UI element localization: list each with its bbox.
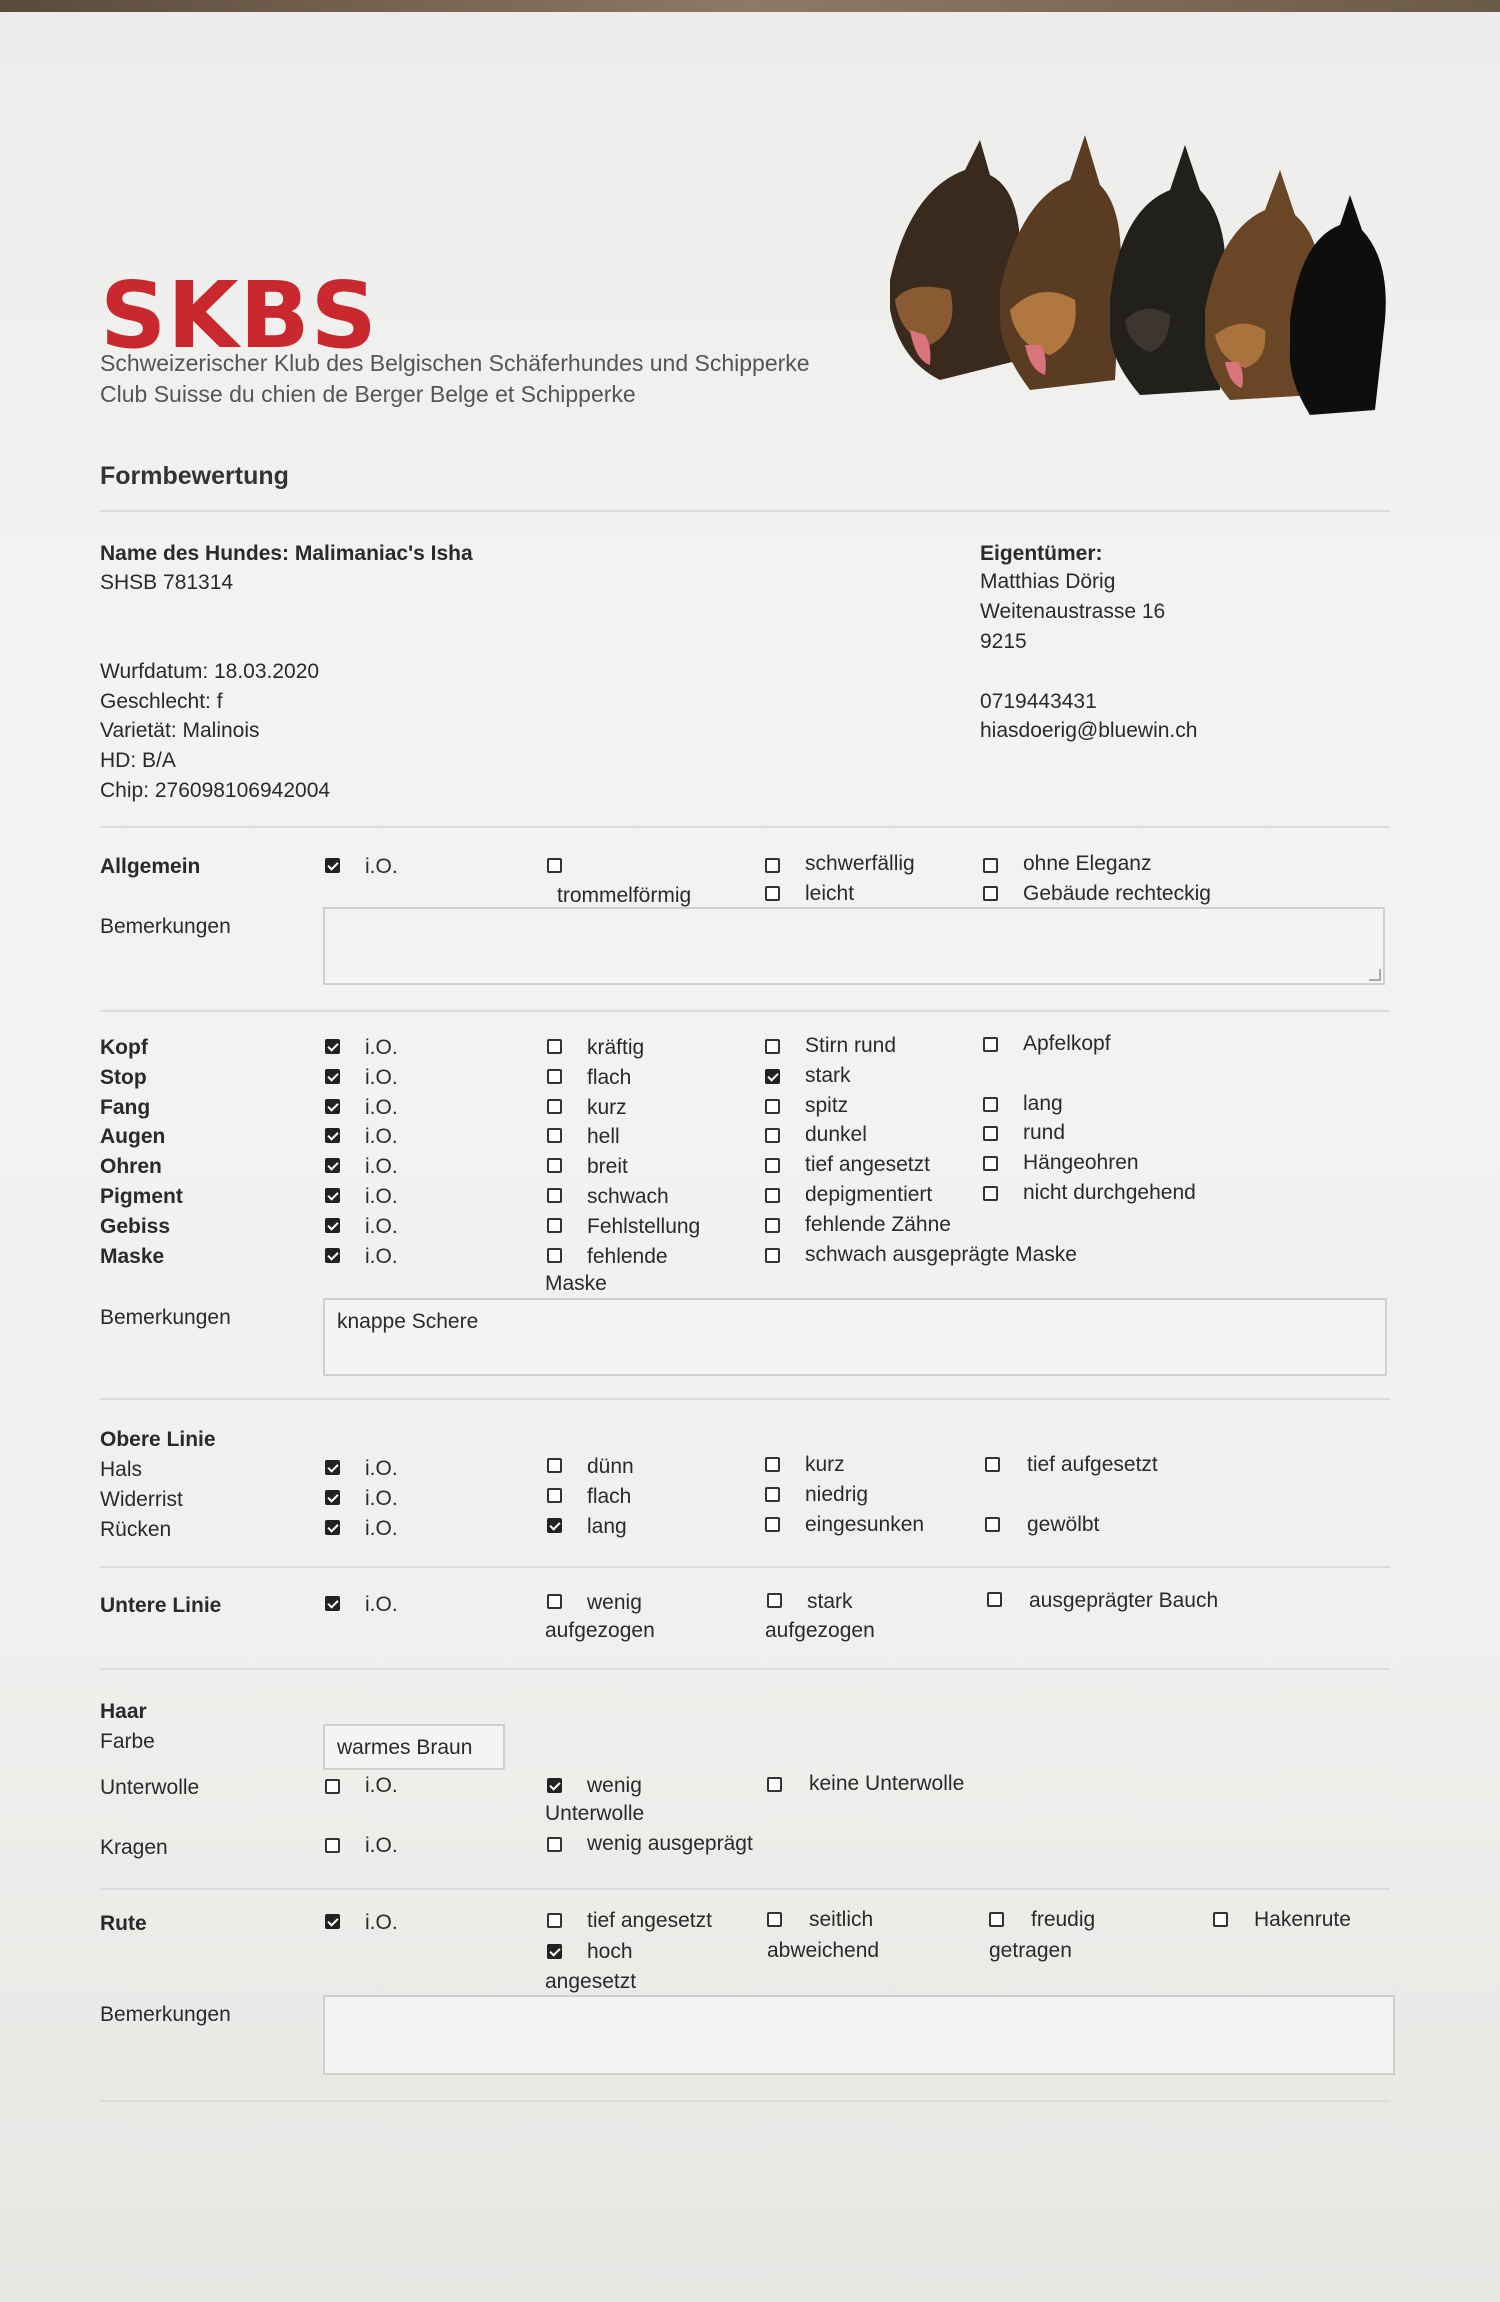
unterwolle-io-label: i.O. bbox=[365, 1774, 398, 1797]
maske-schwach-label: schwach ausgeprägte Maske bbox=[805, 1243, 1077, 1266]
allgemein-io-label: i.O. bbox=[365, 855, 398, 878]
ohren-io-label: i.O. bbox=[365, 1155, 398, 1178]
ruecken-io-checkbox[interactable] bbox=[325, 1520, 340, 1535]
augen-dunkel-checkbox[interactable] bbox=[765, 1128, 780, 1143]
rute-freudig-label: freudig bbox=[1031, 1908, 1096, 1931]
stop-flach-checkbox[interactable] bbox=[547, 1069, 562, 1084]
stop-io-label: i.O. bbox=[365, 1066, 398, 1089]
allgemein-label: Allgemein bbox=[100, 855, 201, 878]
owner-street: Weitenaustrasse 16 bbox=[980, 600, 1166, 623]
gebiss-io-checkbox[interactable] bbox=[325, 1218, 340, 1233]
kragen-label: Kragen bbox=[100, 1836, 168, 1859]
ohren-breit-checkbox[interactable] bbox=[547, 1158, 562, 1173]
pigment-depigmentiert-checkbox[interactable] bbox=[765, 1188, 780, 1203]
unterwolle-wenig-label: wenig bbox=[587, 1774, 642, 1797]
augen-label: Augen bbox=[100, 1125, 166, 1148]
fang-spitz-label: spitz bbox=[805, 1094, 849, 1117]
dog-head-1 bbox=[890, 140, 1020, 380]
gebiss-fehlende-zaehne-label: fehlende Zähne bbox=[805, 1213, 951, 1236]
allgemein-remarks-label: Bemerkungen bbox=[100, 915, 231, 938]
widerrist-niedrig-label: niedrig bbox=[805, 1483, 869, 1506]
hals-kurz-label: kurz bbox=[805, 1453, 845, 1476]
kopf-kraeftig-label: kräftig bbox=[587, 1036, 645, 1059]
unterwolle-label: Unterwolle bbox=[100, 1776, 200, 1799]
untere-linie-label: Untere Linie bbox=[100, 1594, 222, 1617]
ruecken-lang-checkbox[interactable] bbox=[547, 1518, 562, 1533]
widerrist-io-label: i.O. bbox=[365, 1487, 398, 1510]
ruecken-gewoelbt-label: gewölbt bbox=[1027, 1513, 1100, 1536]
allgemein-schwerfaellig-label: schwerfällig bbox=[805, 852, 915, 875]
owner-phone: 0719443431 bbox=[980, 690, 1097, 713]
stop-stark-checkbox[interactable] bbox=[765, 1069, 780, 1084]
hals-duenn-checkbox[interactable] bbox=[547, 1458, 562, 1473]
kopf-stirn-rund-label: Stirn rund bbox=[805, 1034, 897, 1057]
kopf-remarks-label: Bemerkungen bbox=[100, 1306, 231, 1329]
rute-hoch-checkbox[interactable] bbox=[547, 1944, 562, 1959]
dog-hd: HD: B/A bbox=[100, 749, 176, 772]
dog-geschlecht: Geschlecht: f bbox=[100, 690, 223, 713]
pigment-io-label: i.O. bbox=[365, 1185, 398, 1208]
divider bbox=[100, 1888, 1390, 1890]
ohren-haengeohren-checkbox[interactable] bbox=[983, 1156, 998, 1171]
untere-stark-label: stark bbox=[807, 1590, 853, 1613]
ruecken-lang-label: lang bbox=[587, 1515, 627, 1538]
hals-kurz-checkbox[interactable] bbox=[765, 1457, 780, 1472]
rute-io-checkbox[interactable] bbox=[325, 1914, 340, 1929]
pigment-nicht-durchgehend-label: nicht durchgehend bbox=[1023, 1181, 1196, 1204]
hals-label: Hals bbox=[100, 1458, 143, 1481]
augen-hell-checkbox[interactable] bbox=[547, 1128, 562, 1143]
rute-tief-angesetzt-label: tief angesetzt bbox=[587, 1909, 712, 1932]
gebiss-fehlstellung-checkbox[interactable] bbox=[547, 1218, 562, 1233]
fang-spitz-checkbox[interactable] bbox=[765, 1099, 780, 1114]
maske-schwach-checkbox[interactable] bbox=[765, 1248, 780, 1263]
gebiss-io-label: i.O. bbox=[365, 1215, 398, 1238]
widerrist-label: Widerrist bbox=[100, 1488, 183, 1511]
pigment-schwach-checkbox[interactable] bbox=[547, 1188, 562, 1203]
kopf-io-checkbox[interactable] bbox=[325, 1039, 340, 1054]
rute-tief-angesetzt-checkbox[interactable] bbox=[547, 1913, 562, 1928]
augen-dunkel-label: dunkel bbox=[805, 1123, 867, 1146]
divider bbox=[100, 1010, 1390, 1012]
divider bbox=[100, 1566, 1390, 1568]
hals-io-label: i.O. bbox=[365, 1457, 398, 1480]
widerrist-flach-label: flach bbox=[587, 1485, 632, 1508]
ohren-tief-angesetzt-label: tief angesetzt bbox=[805, 1153, 930, 1176]
pigment-io-checkbox[interactable] bbox=[325, 1188, 340, 1203]
dog-name: Name des Hundes: Malimaniac's Isha bbox=[100, 542, 473, 565]
divider bbox=[100, 2100, 1390, 2102]
kopf-apfelkopf-checkbox[interactable] bbox=[983, 1037, 998, 1052]
unterwolle-keine-label: keine Unterwolle bbox=[809, 1772, 965, 1795]
allgemein-trommel-checkbox[interactable] bbox=[547, 858, 562, 873]
untere-io-label: i.O. bbox=[365, 1593, 398, 1616]
allgemein-gebaeude-checkbox[interactable] bbox=[983, 886, 998, 901]
allgemein-remarks-textarea[interactable] bbox=[323, 907, 1385, 985]
allgemein-ohne-eleganz-label: ohne Eleganz bbox=[1023, 852, 1152, 875]
dog-shsb: SHSB 781314 bbox=[100, 571, 234, 594]
ohren-breit-label: breit bbox=[587, 1155, 628, 1178]
rute-hakenrute-label: Hakenrute bbox=[1254, 1908, 1351, 1931]
ruecken-label: Rücken bbox=[100, 1518, 172, 1541]
untere-wenig-label: wenig bbox=[587, 1591, 642, 1614]
ohren-haengeohren-label: Hängeohren bbox=[1023, 1151, 1139, 1174]
untere-stark-label-cont: aufgezogen bbox=[765, 1619, 875, 1642]
farbe-input[interactable] bbox=[323, 1724, 505, 1770]
kopf-io-label: i.O. bbox=[365, 1036, 398, 1059]
ruecken-eingesunken-label: eingesunken bbox=[805, 1513, 925, 1536]
stop-io-checkbox[interactable] bbox=[325, 1069, 340, 1084]
rute-freudig-label-cont: getragen bbox=[989, 1939, 1072, 1962]
allgemein-schwerfaellig-checkbox[interactable] bbox=[765, 858, 780, 873]
resize-grip-icon[interactable] bbox=[1369, 969, 1381, 981]
rute-io-label: i.O. bbox=[365, 1911, 398, 1934]
club-name-fr: Club Suisse du chien de Berger Belge et Schipperke bbox=[100, 381, 636, 407]
rute-remarks-textarea[interactable] bbox=[323, 1995, 1395, 2075]
rute-freudig-checkbox[interactable] bbox=[989, 1912, 1004, 1927]
allgemein-ohne-eleganz-checkbox[interactable] bbox=[983, 858, 998, 873]
widerrist-niedrig-checkbox[interactable] bbox=[765, 1487, 780, 1502]
maske-io-checkbox[interactable] bbox=[325, 1248, 340, 1263]
kopf-apfelkopf-label: Apfelkopf bbox=[1023, 1032, 1111, 1055]
untere-bauch-checkbox[interactable] bbox=[987, 1592, 1002, 1607]
allgemein-trommel-label: trommelförmig bbox=[557, 884, 692, 907]
fang-io-label: i.O. bbox=[365, 1096, 398, 1119]
augen-io-label: i.O. bbox=[365, 1125, 398, 1148]
divider bbox=[100, 1398, 1390, 1400]
fang-lang-checkbox[interactable] bbox=[983, 1097, 998, 1112]
kragen-io-checkbox[interactable] bbox=[325, 1838, 340, 1853]
hals-tief-aufgesetzt-label: tief aufgesetzt bbox=[1027, 1453, 1158, 1476]
gebiss-fehlstellung-label: Fehlstellung bbox=[587, 1215, 701, 1238]
fang-io-checkbox[interactable] bbox=[325, 1099, 340, 1114]
divider bbox=[100, 510, 1390, 512]
stop-label: Stop bbox=[100, 1066, 147, 1089]
kopf-label: Kopf bbox=[100, 1036, 148, 1059]
divider bbox=[100, 1668, 1390, 1670]
pigment-nicht-durchgehend-checkbox[interactable] bbox=[983, 1186, 998, 1201]
pigment-schwach-label: schwach bbox=[587, 1185, 669, 1208]
rute-seitlich-label: seitlich bbox=[809, 1908, 874, 1931]
fang-lang-label: lang bbox=[1023, 1092, 1063, 1115]
club-name-de: Schweizerischer Klub des Belgischen Schäferhundes und Schipperke bbox=[100, 350, 810, 376]
fang-kurz-checkbox[interactable] bbox=[547, 1099, 562, 1114]
obere-linie-label: Obere Linie bbox=[100, 1428, 216, 1451]
hals-tief-aufgesetzt-checkbox[interactable] bbox=[985, 1457, 1000, 1472]
gebiss-label: Gebiss bbox=[100, 1215, 171, 1238]
widerrist-io-checkbox[interactable] bbox=[325, 1490, 340, 1505]
owner-email: hiasdoerig@bluewin.ch bbox=[980, 719, 1198, 742]
owner-label: Eigentümer: bbox=[980, 542, 1103, 565]
kopf-remarks-textarea[interactable] bbox=[323, 1298, 1387, 1376]
augen-io-checkbox[interactable] bbox=[325, 1128, 340, 1143]
rute-hoch-label-cont: angesetzt bbox=[545, 1970, 637, 1993]
divider bbox=[100, 826, 1390, 828]
dog-head-2 bbox=[1000, 135, 1121, 390]
rute-seitlich-checkbox[interactable] bbox=[767, 1912, 782, 1927]
ruecken-eingesunken-checkbox[interactable] bbox=[765, 1517, 780, 1532]
ruecken-gewoelbt-checkbox[interactable] bbox=[985, 1517, 1000, 1532]
rute-remarks-label: Bemerkungen bbox=[100, 2003, 231, 2026]
stop-flach-label: flach bbox=[587, 1066, 632, 1089]
untere-bauch-label: ausgeprägter Bauch bbox=[1029, 1589, 1219, 1612]
untere-wenig-label-cont: aufgezogen bbox=[545, 1619, 655, 1642]
unterwolle-io-checkbox[interactable] bbox=[325, 1779, 340, 1794]
unterwolle-keine-checkbox[interactable] bbox=[767, 1777, 782, 1792]
hals-duenn-label: dünn bbox=[587, 1455, 634, 1478]
ruecken-io-label: i.O. bbox=[365, 1517, 398, 1540]
dog-varietaet: Varietät: Malinois bbox=[100, 719, 260, 742]
gebiss-fehlende-zaehne-checkbox[interactable] bbox=[765, 1218, 780, 1233]
allgemein-gebaeude-label: Gebäude rechteckig bbox=[1023, 882, 1211, 905]
kragen-io-label: i.O. bbox=[365, 1834, 398, 1857]
allgemein-leicht-checkbox[interactable] bbox=[765, 886, 780, 901]
pigment-depigmentiert-label: depigmentiert bbox=[805, 1183, 933, 1206]
ohren-label: Ohren bbox=[100, 1155, 162, 1178]
rute-label: Rute bbox=[100, 1912, 147, 1935]
dog-chip: Chip: 276098106942004 bbox=[100, 779, 331, 802]
owner-name: Matthias Dörig bbox=[980, 570, 1116, 593]
ohren-io-checkbox[interactable] bbox=[325, 1158, 340, 1173]
untere-io-checkbox[interactable] bbox=[325, 1596, 340, 1611]
maske-fehlende-checkbox[interactable] bbox=[547, 1248, 562, 1263]
rute-seitlich-label-cont: abweichend bbox=[767, 1939, 880, 1962]
unterwolle-wenig-checkbox[interactable] bbox=[547, 1778, 562, 1793]
augen-rund-checkbox[interactable] bbox=[983, 1126, 998, 1141]
farbe-value: warmes Braun bbox=[337, 1736, 473, 1759]
farbe-label: Farbe bbox=[100, 1730, 155, 1753]
untere-stark-checkbox[interactable] bbox=[767, 1593, 782, 1608]
kopf-kraeftig-checkbox[interactable] bbox=[547, 1039, 562, 1054]
pigment-label: Pigment bbox=[100, 1185, 183, 1208]
dog-heads-image bbox=[870, 130, 1390, 420]
rute-hoch-label: hoch bbox=[587, 1940, 633, 1963]
augen-hell-label: hell bbox=[587, 1125, 620, 1148]
paper-edge bbox=[0, 0, 1500, 12]
maske-fehlende-label-cont: Maske bbox=[545, 1272, 607, 1295]
skbs-logo: SKBS bbox=[100, 262, 378, 369]
ohren-tief-angesetzt-checkbox[interactable] bbox=[765, 1158, 780, 1173]
stop-stark-label: stark bbox=[805, 1064, 851, 1087]
maske-label: Maske bbox=[100, 1245, 165, 1268]
kragen-wenig-checkbox[interactable] bbox=[547, 1837, 562, 1852]
fang-label: Fang bbox=[100, 1096, 151, 1119]
kopf-remarks-text: knappe Schere bbox=[337, 1310, 479, 1333]
maske-io-label: i.O. bbox=[365, 1245, 398, 1268]
kopf-stirn-rund-checkbox[interactable] bbox=[765, 1039, 780, 1054]
widerrist-flach-checkbox[interactable] bbox=[547, 1488, 562, 1503]
owner-zip: 9215 bbox=[980, 630, 1027, 653]
augen-rund-label: rund bbox=[1023, 1121, 1066, 1144]
fang-kurz-label: kurz bbox=[587, 1096, 627, 1119]
allgemein-io-checkbox[interactable] bbox=[325, 858, 340, 873]
haar-label: Haar bbox=[100, 1700, 147, 1723]
allgemein-leicht-label: leicht bbox=[805, 882, 855, 905]
kragen-wenig-label: wenig ausgeprägt bbox=[587, 1832, 753, 1855]
rute-hakenrute-checkbox[interactable] bbox=[1213, 1912, 1228, 1927]
maske-fehlende-label: fehlende bbox=[587, 1245, 668, 1268]
form-title: Formbewertung bbox=[100, 462, 289, 490]
untere-wenig-checkbox[interactable] bbox=[547, 1594, 562, 1609]
hals-io-checkbox[interactable] bbox=[325, 1460, 340, 1475]
unterwolle-wenig-label-cont: Unterwolle bbox=[545, 1802, 645, 1825]
dog-wurfdatum: Wurfdatum: 18.03.2020 bbox=[100, 660, 320, 683]
